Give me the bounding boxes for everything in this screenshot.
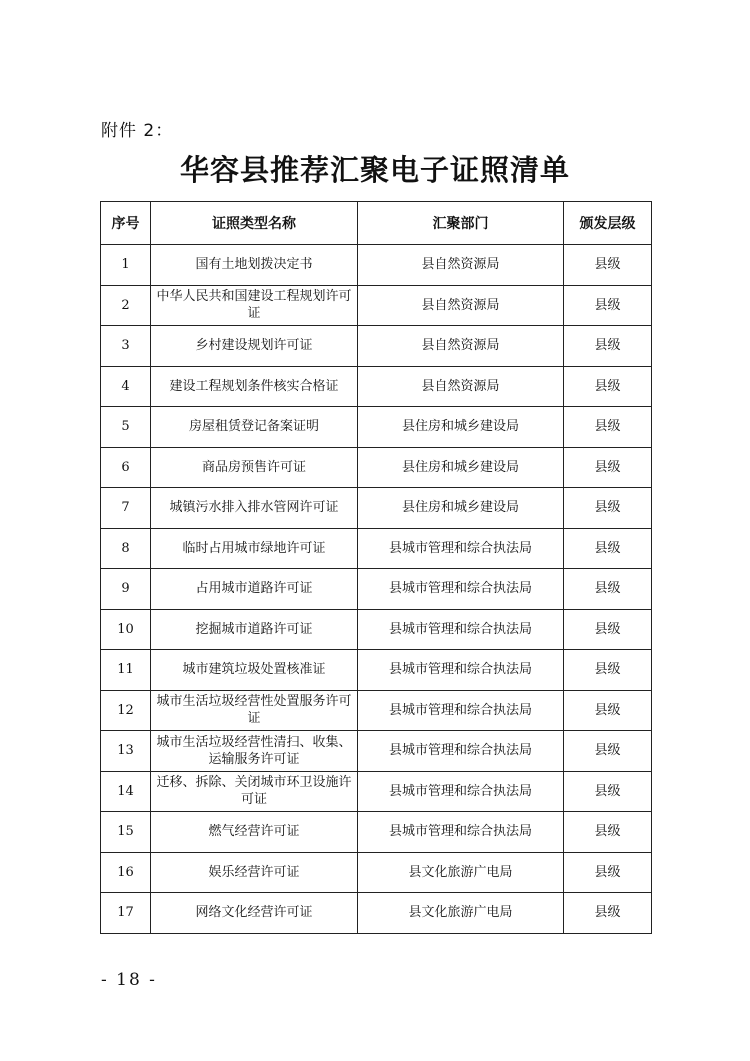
table-row (101, 528, 652, 569)
cell-issue-level: 县级 (564, 488, 652, 529)
table-row (101, 447, 652, 488)
table-row (101, 285, 652, 326)
cell-cert-name: 迁移、拆除、关闭城市环卫设施许可证 (151, 771, 358, 812)
cell-seq: 3 (101, 326, 151, 367)
cell-department: 县城市管理和综合执法局 (358, 528, 564, 569)
table-row (101, 569, 652, 610)
attachment-label: 附件 2： (101, 121, 174, 141)
cell-seq: 16 (101, 852, 151, 893)
cell-seq: 12 (101, 690, 151, 731)
cell-department: 县自然资源局 (358, 326, 564, 367)
cell-issue-level: 县级 (564, 285, 652, 326)
cell-department: 县自然资源局 (358, 285, 564, 326)
cell-seq: 14 (101, 771, 151, 812)
table-row (101, 245, 652, 286)
cell-issue-level: 县级 (564, 690, 652, 731)
cell-department: 县城市管理和综合执法局 (358, 569, 564, 610)
cell-seq: 10 (101, 609, 151, 650)
cell-cert-name: 临时占用城市绿地许可证 (151, 528, 358, 569)
cell-issue-level: 县级 (564, 893, 652, 934)
cell-issue-level: 县级 (564, 326, 652, 367)
cell-cert-name: 城市生活垃圾经营性清扫、收集、运输服务许可证 (151, 731, 358, 772)
cell-cert-name: 城镇污水排入排水管网许可证 (151, 488, 358, 529)
table-row (101, 852, 652, 893)
cell-department: 县住房和城乡建设局 (358, 407, 564, 448)
table-row (101, 893, 652, 934)
cell-department: 县住房和城乡建设局 (358, 488, 564, 529)
cell-seq: 13 (101, 731, 151, 772)
table-row (101, 731, 652, 772)
table-row (101, 771, 652, 812)
cell-department: 县城市管理和综合执法局 (358, 731, 564, 772)
cell-seq: 17 (101, 893, 151, 934)
cell-cert-name: 燃气经营许可证 (151, 812, 358, 853)
cell-seq: 9 (101, 569, 151, 610)
cell-department: 县文化旅游广电局 (358, 893, 564, 934)
cell-cert-name: 国有土地划拨决定书 (151, 245, 358, 286)
table-row (101, 488, 652, 529)
cell-department: 县城市管理和综合执法局 (358, 650, 564, 691)
cell-cert-name: 中华人民共和国建设工程规划许可证 (151, 285, 358, 326)
cell-cert-name: 挖掘城市道路许可证 (151, 609, 358, 650)
cell-seq: 15 (101, 812, 151, 853)
cell-department: 县城市管理和综合执法局 (358, 771, 564, 812)
table-row (101, 326, 652, 367)
cell-issue-level: 县级 (564, 245, 652, 286)
table-header-row (101, 202, 652, 245)
page-number: - 18 - (101, 970, 157, 990)
cell-cert-name: 占用城市道路许可证 (151, 569, 358, 610)
cell-issue-level: 县级 (564, 407, 652, 448)
cell-seq: 2 (101, 285, 151, 326)
cell-seq: 6 (101, 447, 151, 488)
cell-seq: 1 (101, 245, 151, 286)
table-row (101, 407, 652, 448)
table-row (101, 366, 652, 407)
header-issue-level: 颁发层级 (564, 202, 652, 245)
cell-cert-name: 商品房预售许可证 (151, 447, 358, 488)
cell-issue-level: 县级 (564, 731, 652, 772)
cell-issue-level: 县级 (564, 650, 652, 691)
cell-seq: 8 (101, 528, 151, 569)
cell-issue-level: 县级 (564, 569, 652, 610)
header-seq: 序号 (101, 202, 151, 245)
cell-department: 县城市管理和综合执法局 (358, 609, 564, 650)
cell-issue-level: 县级 (564, 852, 652, 893)
cell-cert-name: 乡村建设规划许可证 (151, 326, 358, 367)
certificate-table (100, 201, 652, 934)
cell-seq: 7 (101, 488, 151, 529)
cell-cert-name: 建设工程规划条件核实合格证 (151, 366, 358, 407)
cell-department: 县自然资源局 (358, 366, 564, 407)
cell-cert-name: 房屋租赁登记备案证明 (151, 407, 358, 448)
cell-cert-name: 城市生活垃圾经营性处置服务许可证 (151, 690, 358, 731)
cell-department: 县自然资源局 (358, 245, 564, 286)
cell-issue-level: 县级 (564, 812, 652, 853)
cell-cert-name: 娱乐经营许可证 (151, 852, 358, 893)
cell-department: 县文化旅游广电局 (358, 852, 564, 893)
cell-seq: 4 (101, 366, 151, 407)
cell-department: 县住房和城乡建设局 (358, 447, 564, 488)
cell-issue-level: 县级 (564, 609, 652, 650)
cell-department: 县城市管理和综合执法局 (358, 690, 564, 731)
cell-issue-level: 县级 (564, 528, 652, 569)
table-row (101, 609, 652, 650)
cell-issue-level: 县级 (564, 366, 652, 407)
cell-issue-level: 县级 (564, 447, 652, 488)
table-row (101, 812, 652, 853)
table-row (101, 650, 652, 691)
cell-cert-name: 网络文化经营许可证 (151, 893, 358, 934)
cell-seq: 5 (101, 407, 151, 448)
header-cert-name: 证照类型名称 (151, 202, 358, 245)
cell-issue-level: 县级 (564, 771, 652, 812)
document-title: 华容县推荐汇聚电子证照清单 (179, 153, 570, 187)
table-row (101, 690, 652, 731)
cell-cert-name: 城市建筑垃圾处置核准证 (151, 650, 358, 691)
cell-seq: 11 (101, 650, 151, 691)
header-department: 汇聚部门 (358, 202, 564, 245)
cell-department: 县城市管理和综合执法局 (358, 812, 564, 853)
